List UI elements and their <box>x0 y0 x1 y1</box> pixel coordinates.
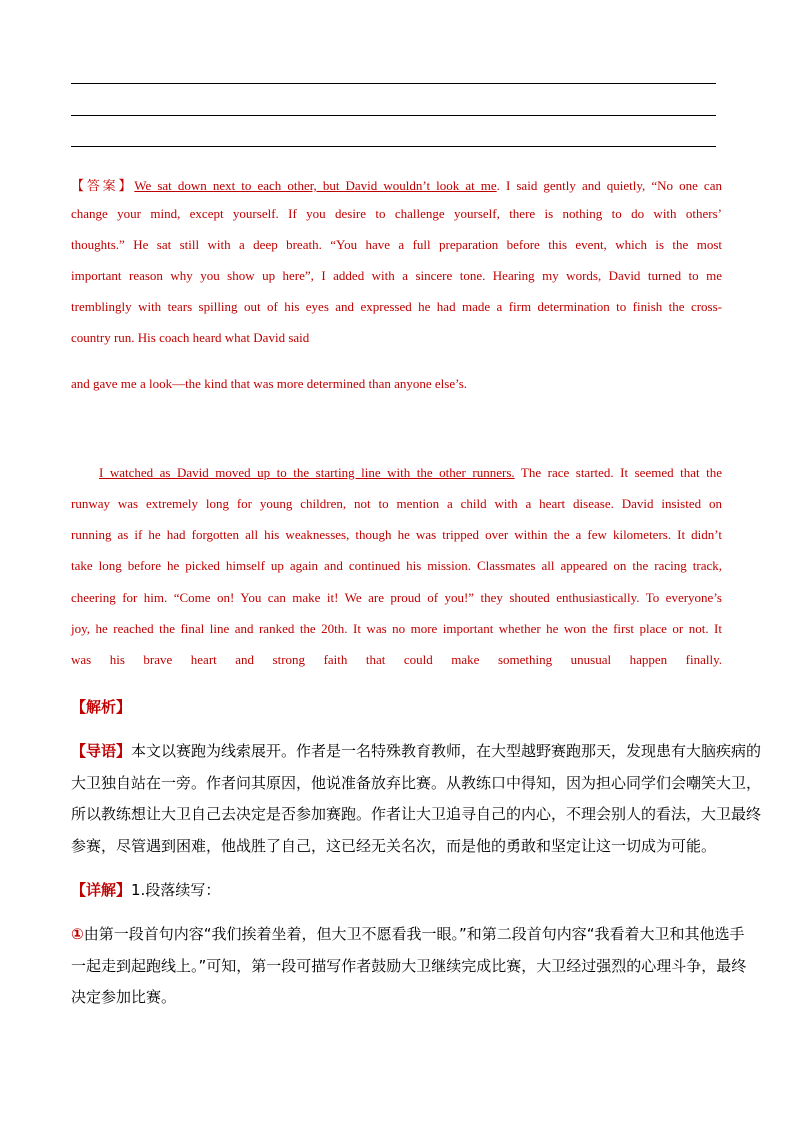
guide-line-1-text: 本文以赛跑为线索展开。作者是一名特殊教育教师，在大型越野赛跑那天，发现患有大脑疾病的 <box>131 742 762 760</box>
answer-line-4: important reason why you show up here”, I added with a sincere tone. Hearing my words, David turned to me <box>71 268 722 283</box>
answer-line-6: country run. His coach heard what David said <box>71 330 310 345</box>
answer-line-2: change your mind, except yourself. If you desire to challenge yourself, there is nothing to do with others’ <box>71 206 722 221</box>
detail-line-2: 一起走到起跑线上。”可知，第一段可描写作者鼓励大卫继续完成比赛，大卫经过强烈的心理斗争，最终 <box>71 957 747 975</box>
detail-heading <box>71 879 220 900</box>
para2-line-6: joy, he reached the final line and ranked the 20th. It was no more important whether he won the first place or not. It <box>71 621 722 636</box>
para2-line-4: take long before he picked himself up again and continued his mission. Classmates all appeared on the racing track, <box>71 558 722 573</box>
circled-number-marker: ① <box>71 925 84 943</box>
detail-tag: 【详解】 <box>71 881 132 899</box>
guide-line-4: 参赛，尽管遇到困难，他战胜了自己，这已经无关名次，而是他的勇敢和坚定让这一切成为可能。 <box>71 837 717 855</box>
writing-line <box>71 115 716 116</box>
guide-line-1 <box>71 740 762 761</box>
writing-line <box>71 83 716 84</box>
guide-tag: 【导语】 <box>71 742 132 760</box>
detail-line-3: 决定参加比赛。 <box>71 988 177 1006</box>
answer-line-1-rest: . I said gently and quietly, “No one can <box>496 178 722 193</box>
detail-line-1-text: 由第一段首句内容“我们挨着坐着，但大卫不愿看我一眼。”和第二段首句内容“我看着大卫和其他选手 <box>83 925 745 943</box>
answer-line-7: and gave me a look—the kind that was more determined than anyone else’s. <box>71 376 468 391</box>
para2-line-7: was his brave heart and strong faith that could make something unusual happen finally. <box>71 652 722 667</box>
detail-line-1 <box>71 923 745 944</box>
para2-line-5: cheering for him. “Come on! You can make it! We are proud of you!” they shouted enthusiastically. To everyone’s <box>71 590 722 605</box>
answer-underlined-sentence: We sat down next to each other, but David wouldn’t look at me <box>134 178 497 193</box>
detail-heading-text: 1.段落续写： <box>131 881 221 899</box>
para2-underlined-sentence: I watched as David moved up to the starting line with the other runners. <box>99 465 515 480</box>
para2-line-2: runway was extremely long for young children, not to mention a child with a heart disease. David insisted on <box>71 496 722 511</box>
answer-line-3: thoughts.” He sat still with a deep breath. “You have a full preparation before this event, which is the most <box>71 237 722 252</box>
guide-line-2: 大卫独自站在一旁。作者问其原因，他说准备放弃比赛。从教练口中得知，因为担心同学们会嘲笑大卫， <box>71 774 762 792</box>
answer-line-1 <box>71 175 722 194</box>
para2-line-1 <box>99 465 722 481</box>
answer-tag: 【答案】 <box>71 178 135 193</box>
guide-line-3: 所以教练想让大卫自己去决定是否参加赛跑。作者让大卫追寻自己的内心，不理会别人的看法，大卫最终 <box>71 805 762 823</box>
answer-line-5: tremblingly with tears spilling out of his eyes and expressed he had made a firm determination to finish the cross- <box>71 299 722 314</box>
analysis-heading: 【解析】 <box>71 698 132 716</box>
writing-line <box>71 146 716 147</box>
para2-line-1-rest: The race started. It seemed that the <box>514 465 722 480</box>
para2-line-3: running as if he had forgotten all his weaknesses, though he was tripped over within the a few kilometers. It didn’t <box>71 527 722 542</box>
